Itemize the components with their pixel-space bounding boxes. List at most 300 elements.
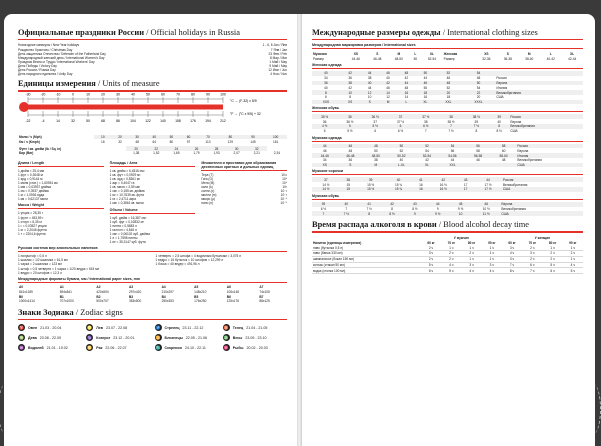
holiday-date: 9 Май / May (269, 63, 287, 68)
decay-weight: 70 кг (447, 240, 455, 245)
prefix-name: микро (µ) (201, 197, 216, 202)
decay-time: 1 ч (563, 256, 583, 262)
clothing-size: 8 (358, 211, 381, 216)
prefix-row (201, 201, 287, 205)
clothing-size: 15 ¾ (394, 182, 403, 187)
clothing-size: 40 (385, 177, 413, 182)
pressure-row-value: 30 (227, 146, 247, 151)
volume-bar (110, 213, 196, 214)
zodiac-name: Овен (28, 325, 38, 330)
clothing-size: 52 (399, 148, 404, 153)
thermo-label-c: 90 (206, 92, 210, 97)
pressure-row-value: 26 (186, 146, 206, 151)
zodiac-dates: 24.10 - 22.11 (184, 345, 206, 350)
marking-men-size: 50 (413, 56, 418, 61)
paper-size: 594x841 (59, 289, 72, 294)
thermo-label-c: 100 (220, 92, 226, 97)
holiday-date: 23 Фев / Feb (268, 51, 287, 56)
paper-format: A5 (194, 285, 199, 290)
clothing-country: США (496, 95, 504, 100)
zodiac-icon: ♊ (155, 335, 161, 341)
prefix-list (201, 173, 287, 206)
clothing-size: 6 ½ (397, 129, 404, 134)
paper-format: A6 (226, 285, 231, 290)
prefix-value: 10⁻² (280, 189, 288, 194)
clothing-size: 52-54 (414, 153, 440, 158)
clothing-section-bar (312, 111, 583, 112)
area-item: 1 кв. ярд = 0,8361 м² (109, 176, 140, 181)
paper-format: B3 (128, 294, 134, 299)
pressure-row-value: 1,38 (133, 151, 140, 156)
prefix-bar (201, 170, 287, 171)
thermo-label-f: 14 (56, 118, 60, 123)
clothing-size: 6 (324, 95, 327, 100)
clothing-size: 18 (446, 95, 451, 100)
zodiac-dates: 23.07 - 22.08 (105, 325, 128, 330)
clothing-size: 46 (323, 148, 327, 153)
clothing-section-body (312, 202, 583, 216)
zodiac-name: Водолей (28, 345, 44, 350)
speed-table (18, 135, 287, 145)
decay-weight: 60 кг (427, 240, 435, 245)
clothing-size: 48 (348, 148, 353, 153)
decay-time: 7 ч (522, 268, 542, 274)
decay-time: 4 ч (441, 262, 461, 268)
prefix-value: 10⁻³ (280, 193, 288, 198)
paper-format: B1 (59, 294, 64, 299)
clothing-heading (312, 28, 583, 37)
zodiac-heading (18, 308, 287, 317)
clothing-size: 42 (429, 177, 457, 182)
clothing-size: XS (312, 163, 338, 168)
paper-format: B2 (96, 294, 101, 299)
clothing-size: 16 ½ (439, 182, 447, 187)
clothing-size: 46-48 (338, 153, 364, 158)
length-item: 1 мм = 0,03937 дюйма (18, 185, 52, 190)
paper-size: 148x210 (194, 289, 207, 294)
clothing-size: 44 (423, 76, 428, 81)
zodiac-icon: ♒ (19, 345, 24, 351)
decay-time: 8 ч (502, 268, 522, 274)
decay-time: 1 ч (461, 245, 481, 250)
clothing-country: США (510, 129, 518, 134)
thermo-label-f: 194 (205, 118, 211, 123)
clothing-size: 20 (435, 90, 462, 95)
decay-time: 1 ч (542, 245, 562, 250)
decay-time: 2 ч (522, 256, 542, 262)
thermo-label-c: 30 (116, 92, 120, 97)
decay-time: 5 ч (441, 268, 461, 274)
zodiac-icon: ♍ (19, 335, 24, 341)
clothing-size: S (338, 163, 364, 168)
thermo-label-c: 20 (101, 92, 105, 97)
zodiac-sign (86, 344, 150, 351)
alcohol-measures (18, 254, 287, 274)
pressure-row-label: Бар (Bar) (19, 151, 34, 156)
paper-size: 1000x1414 (19, 299, 35, 304)
prefix-name: санти (c) (201, 189, 215, 194)
decay-time: 4 ч (482, 268, 502, 274)
paper-size: 250x353 (161, 299, 174, 304)
decay-time: 2 ч (421, 256, 441, 262)
decay-time: 2 ч (563, 250, 583, 256)
mass-list (18, 211, 104, 236)
clothing-size: 35 ½ (312, 114, 337, 119)
holidays-heading (18, 28, 287, 37)
holiday-name: Рождество Христово / Christmas Day (18, 47, 73, 52)
clothing-size: 5 ½ (363, 124, 388, 129)
paper-format: A1 (59, 285, 64, 290)
clothing-section-bar (312, 141, 583, 142)
clothing-size: 8 (391, 207, 393, 211)
area-bar (110, 166, 196, 167)
clothing-size: M (363, 163, 389, 168)
clothing-section-table (312, 177, 583, 191)
clothing-size: 5 ½ (347, 129, 353, 134)
speed-row-value: 48 (135, 139, 139, 144)
prefix-name: милли (m) (201, 193, 217, 198)
paper-format: A4 (161, 285, 166, 290)
mass-item: 1 кг = 2,2046 фунта (18, 227, 47, 232)
thermo-fahrenheit-formula: °F → (°C x 9/5) + 32 (230, 111, 261, 116)
zodiac-name: Рак (96, 345, 103, 350)
holiday-name: День Победы / Victory Day (18, 63, 57, 68)
clothing-size: 39 (312, 202, 335, 207)
clothing-size: 60 (501, 148, 506, 153)
paper-size: 210x297 (161, 289, 174, 294)
pressure-row-value: 32 (247, 146, 267, 151)
zodiac-name: Дева (28, 335, 37, 340)
clothing-size: 44 (397, 81, 415, 86)
clothing-size: 50 (416, 71, 436, 76)
clothing-size: 34 (323, 158, 327, 163)
clothing-row (312, 100, 583, 105)
clothing-sections (312, 63, 583, 216)
decay-drink: шампанское (бокал 150 мл) (312, 256, 421, 262)
speed-row-value: 80 (219, 135, 242, 140)
volume-item: 1 куб. фут = 0,02832 м³ (109, 219, 144, 224)
page-curl-right (586, 384, 601, 434)
area-item: 1 кв. миля = 2,59 км² (109, 185, 141, 190)
paper-format: A3 (128, 285, 134, 290)
marking-title: Международная маркировка размеров / International sizes (312, 43, 416, 48)
decay-time: 3 ч (502, 245, 522, 250)
clothing-country (495, 100, 583, 105)
prefix-name: Мега (M) (201, 180, 215, 185)
zodiac-icon: ♏ (155, 345, 161, 351)
clothing-size: 48 (397, 71, 415, 76)
paper-format: B0 (19, 294, 24, 299)
paper-size: 420x594 (96, 289, 109, 294)
clothing-section-body (312, 71, 583, 104)
clothing-size: 39 (357, 177, 385, 182)
marking-table (312, 51, 583, 61)
marking-men-size: 46-48 (373, 56, 382, 61)
marking-bar (312, 48, 583, 49)
clothing-size: 6 ½ (413, 124, 438, 129)
holiday-name: Международный женский день / International Women's Day (18, 55, 105, 60)
decay-time: 1 ч (482, 250, 502, 256)
paper-size: 707x1000 (59, 299, 74, 304)
alcohol-decay-heading (312, 220, 583, 229)
decay-time: 7 ч (502, 262, 522, 268)
clothing-size: 54 (425, 148, 429, 153)
zodiac-icon: ♓ (223, 345, 229, 351)
thermo-label-f: 68 (101, 118, 105, 123)
holiday-date: 1 - 6, 8 Jan / Янв (262, 43, 287, 48)
clothing-size: 38 (367, 76, 372, 81)
clothing-size: 56-58 (465, 153, 491, 158)
marking-men-label: Мужская (313, 51, 327, 56)
holiday-name: День народного единства / Unity Day (18, 72, 73, 77)
zodiac-dates: 23.12 - 20.01 (113, 335, 135, 340)
clothing-size: XXS (312, 100, 340, 105)
units-col-area (110, 159, 196, 245)
pressure-row-value: 1,65 (173, 151, 180, 156)
zodiac-sign (86, 324, 150, 331)
decay-weight: 90 кг (488, 240, 496, 245)
pressure-row-value: 1,93 (213, 151, 220, 156)
clothing-size: 7 ½ (448, 129, 454, 134)
zodiac-sign (86, 334, 150, 341)
speed-row-value: 16 (101, 139, 105, 144)
thermo-label-f: 140 (160, 118, 166, 123)
clothing-size: 42 (381, 202, 404, 207)
clothing-row (312, 211, 583, 216)
thermo-tube (24, 104, 223, 109)
clothing-row (312, 129, 583, 134)
clothing-country: Италия (516, 153, 583, 158)
clothing-size: 37 (373, 119, 377, 124)
zodiac-dates: 21.03 - 20.04 (40, 325, 62, 330)
zodiac-sign (223, 324, 287, 331)
clothing-size: 42 (379, 81, 397, 86)
paper-size: 841x1189 (19, 289, 33, 294)
zodiac-icon: ♋ (87, 345, 93, 351)
clothing-size: 42 (425, 158, 429, 163)
clothing-size: 9 (403, 211, 426, 216)
marking-men-mark: XS (353, 51, 358, 56)
marking-women-mark: S (506, 51, 509, 56)
zodiac-sign (155, 334, 219, 341)
clothing-size: 36 (348, 158, 353, 163)
paper-format: B5 (194, 294, 199, 299)
clothing-country: Великобритания (509, 124, 583, 129)
pressure-row-value: 1,52 (153, 151, 160, 156)
length-list (18, 169, 104, 202)
clothing-size: 8 (489, 124, 509, 129)
clothing-size: 46 (476, 158, 480, 163)
clothing-size: S (361, 100, 379, 105)
page-curl-left (0, 384, 13, 434)
zodiac-name: Весы (232, 335, 243, 340)
clothing-size: 5 (337, 124, 362, 129)
clothing-size: 8 ½ (496, 129, 502, 134)
mass-item: 1 унция = 28,35 г (18, 211, 44, 216)
paper-size-row (18, 299, 287, 304)
alcohol-decay-title: Время распада алкоголя в крови (312, 220, 437, 230)
area-list (110, 169, 196, 206)
clothing-size: 8 (349, 95, 352, 100)
clothing-section-title: Мужские сорочки (312, 169, 344, 174)
zodiac-dates: 22.06 - 22.07 (105, 345, 127, 350)
right-page-content (312, 28, 583, 274)
clothing-size (465, 163, 491, 168)
marking-size-row (312, 56, 583, 61)
volume-item: 1 см³ = 0,06102 куб. дюйма (109, 231, 150, 236)
prefix-value: 10⁹ (282, 176, 288, 181)
thermo-label-c: 40 (131, 92, 135, 97)
clothing-row (312, 187, 583, 192)
speed-row-value: 40 (146, 135, 163, 140)
clothing-size: 10 (449, 211, 472, 216)
clothing-section-table (312, 144, 583, 168)
thermo-label-f: 50 (86, 118, 90, 123)
clothing-size: 50 (423, 85, 428, 90)
zodiac-icon: ♐ (155, 325, 161, 331)
zodiac-sign (18, 344, 82, 351)
clothing-size: 46 (416, 81, 436, 86)
decay-time: 2 ч (441, 250, 461, 256)
clothing-size: 8 (475, 129, 478, 134)
clothing-size: XL (414, 163, 440, 168)
decay-time: 3 ч (522, 250, 542, 256)
decay-time: 3 ч (482, 262, 502, 268)
clothing-size: 9 ½ (457, 207, 464, 211)
prefix-name: Тера (T) (201, 172, 214, 177)
clothing-section-table (312, 71, 583, 104)
zodiac-name: Лев (96, 325, 103, 330)
holiday-name: Новогодние каникулы / New Year holidays (18, 43, 80, 48)
alcohol-decay-rule (312, 231, 583, 232)
clothing-section-bar (312, 199, 583, 200)
clothing-size: 17 (463, 182, 468, 187)
alcohol-measure-item: 1 бочка = 40 ведер = 491,96 л (155, 262, 200, 267)
thermo-label-f: -4 (41, 118, 45, 123)
prefix-name: Гига (G) (201, 176, 214, 181)
clothing-country: Италия (496, 85, 508, 90)
alcohol-decay-table (312, 236, 583, 274)
mass-bar (18, 208, 104, 209)
clothing-size: 58-60 (491, 153, 517, 158)
clothing-size: 14 ½ (312, 187, 340, 192)
clothing-size: 41 (412, 177, 429, 182)
volume-list (110, 216, 196, 245)
thermo-label-f: 122 (145, 118, 151, 123)
zodiac-sign (18, 334, 82, 341)
paper-format: B7 (259, 294, 264, 299)
clothing-size: 5 (323, 129, 326, 134)
clothing-size: 8 ½ (381, 211, 404, 216)
pressure-row-value: 22 (146, 146, 166, 151)
clothing-size: 39 (474, 119, 479, 124)
clothing-size: 34 (324, 76, 328, 81)
holiday-row (18, 72, 287, 76)
clothing-size: 54 (476, 85, 481, 90)
clothing-size: 9 (436, 207, 439, 211)
clothing-size: 36 (312, 81, 340, 86)
clothing-size: 50-52 (389, 153, 415, 158)
alcohol-measures-right (156, 254, 288, 274)
marking-men-mark: M (397, 51, 401, 56)
decay-drink: водка (стопка 100 мл) (312, 268, 421, 274)
length-item: 1 миля (стат.) = 1,60934 км (18, 181, 58, 185)
clothing-size: 40 (335, 202, 358, 207)
zodiac-name: Близнецы (164, 335, 183, 340)
paper-bar (18, 282, 287, 283)
pressure-row-value: 1,79 (193, 151, 200, 156)
clothing-size: 40 (312, 71, 340, 76)
prefix-value: 10⁻⁶ (280, 197, 288, 202)
clothing-size: 7 ½ (335, 211, 358, 216)
zodiac-sign (155, 344, 219, 351)
left-page-content (18, 28, 287, 351)
speed-row-value: 90 (242, 135, 265, 140)
speed-row-value: 161 (272, 139, 279, 144)
clothing-size: M (379, 100, 397, 105)
area-item: 1 см² = 0,155 кв. дюйма (109, 189, 145, 194)
clothing-size: 16 (412, 187, 429, 192)
paper-size: 500x707 (96, 299, 109, 304)
clothing-size: 48 (404, 85, 409, 90)
clothing-size: 38 ½ (447, 119, 455, 124)
decay-time: 2 ч (461, 250, 481, 256)
clothing-country: Россия (502, 177, 583, 182)
clothing-size: 38 (340, 177, 357, 182)
units-col-length (18, 159, 104, 245)
decay-time: 5 ч (421, 262, 441, 268)
zodiac-dates: 23.09 - 23.10 (245, 335, 267, 340)
clothing-size: 15 ½ (367, 182, 375, 187)
clothing-section-title: Мужская одежда (312, 135, 342, 140)
clothing-size: L-XL (389, 163, 415, 168)
paper-size: 125x176 (226, 299, 239, 304)
clothing-size: 18 (416, 90, 436, 95)
clothing-size: 46 (446, 76, 451, 81)
paper-title: Международные форматы бумаги, мм / International paper sizes, mm (18, 276, 140, 281)
decay-time: 6 ч (522, 262, 542, 268)
area-title: Площадь / Area (109, 160, 138, 165)
holidays-rule (18, 39, 287, 40)
thermo-label-f: 32 (71, 118, 75, 123)
alcohol-measure-item: 1 четверть = 2,5 штофа = 4 водочным бутылкам = 3,075 л (155, 254, 242, 259)
zodiac-dates: 21.01 - 19.02 (46, 345, 68, 350)
thermo-label-c: 10 (86, 92, 90, 97)
clothing-country: США (516, 163, 583, 168)
thermo-label-f: -22 (25, 118, 31, 123)
clothing-size: 40 (399, 158, 404, 163)
clothing-size: 22 (462, 90, 496, 95)
clothing-section-title: Женская обувь (312, 106, 340, 111)
units-heading (18, 79, 287, 88)
marking-size-label: Размер (443, 56, 455, 61)
clothing-country: США (502, 187, 583, 192)
clothing-size: 6 ½ (320, 207, 327, 211)
volume-title: Объем / Volume (109, 207, 138, 212)
decay-row (312, 268, 583, 274)
marking-women-size: 42-44 (568, 56, 577, 61)
clothing-size: 16 (423, 95, 428, 100)
clothing-size: 15 (340, 187, 357, 192)
prefix-value: 10³ (282, 185, 288, 189)
clothing-size: 38 ½ (464, 114, 489, 119)
decay-weight: 60 кг (508, 240, 516, 245)
holiday-date: 4 Ноя / Nov (270, 72, 287, 77)
decay-time: 2 ч (522, 245, 542, 250)
clothing-country: США (500, 211, 583, 216)
marking-women-size: 40-42 (546, 56, 555, 61)
volume-item: 1 галлон = 4,546 л (109, 227, 137, 232)
